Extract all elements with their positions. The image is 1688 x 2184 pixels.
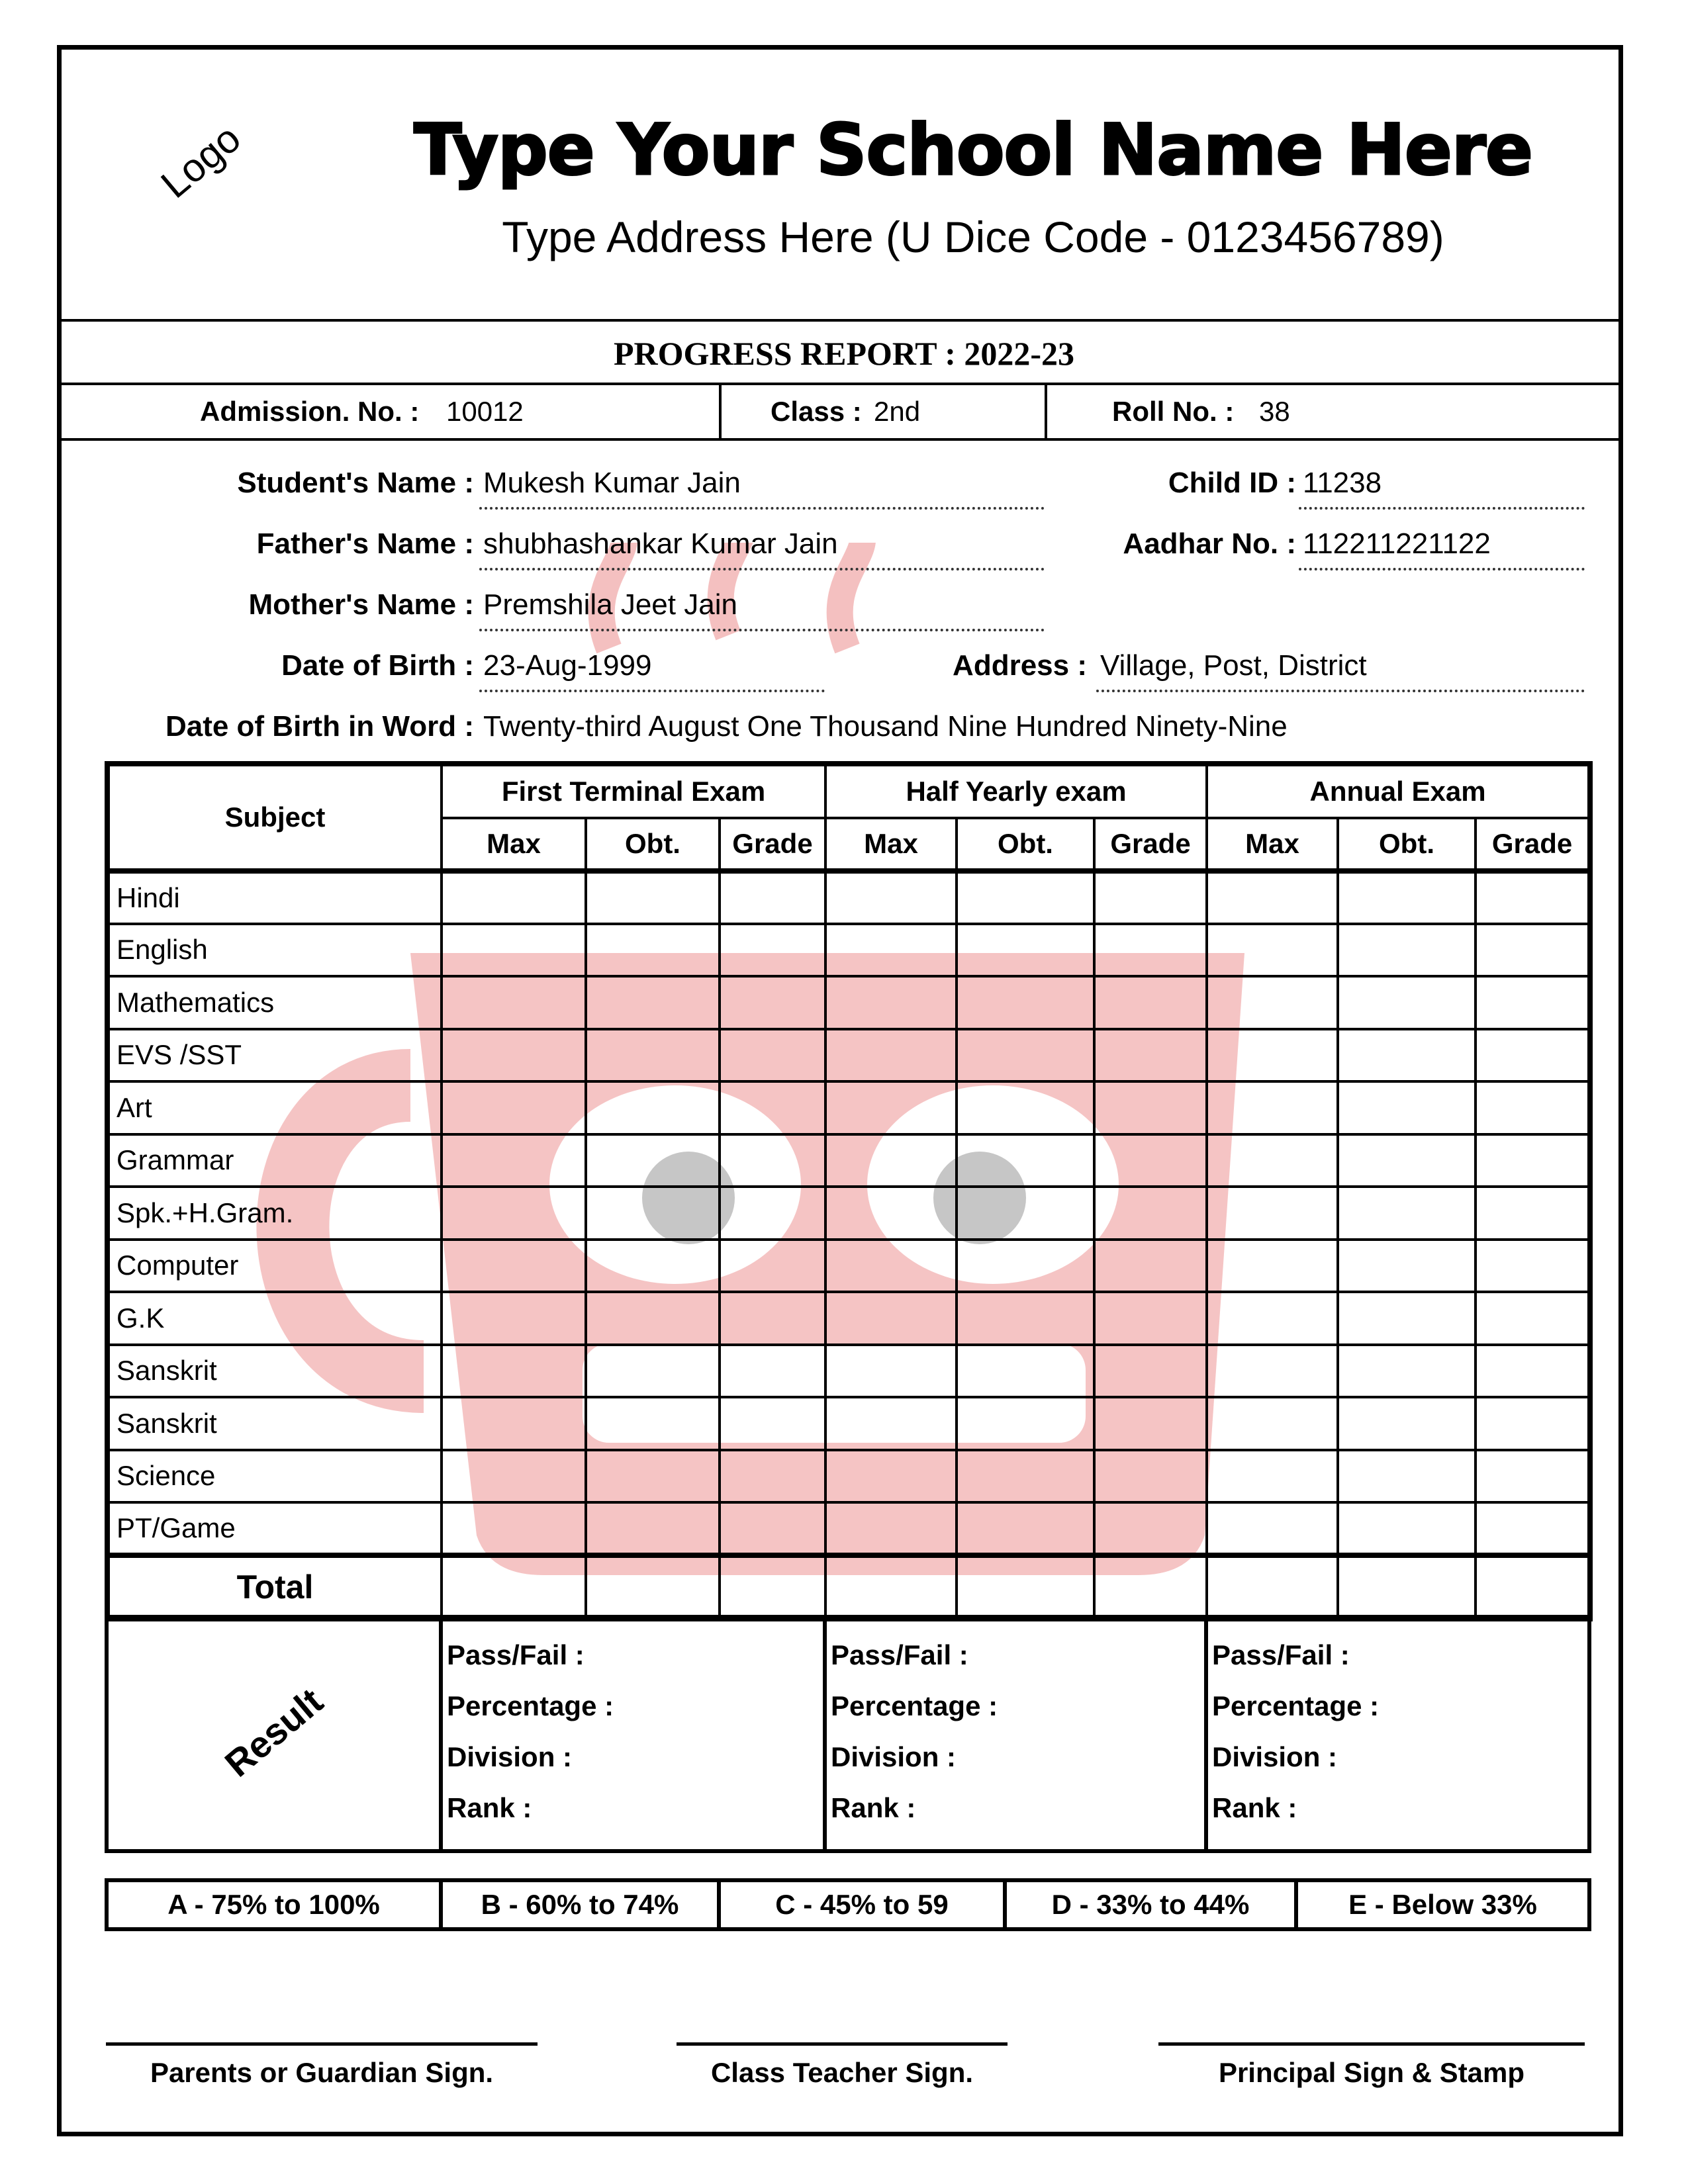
mark-cell[interactable] xyxy=(957,976,1094,1029)
mark-cell[interactable] xyxy=(1094,1292,1207,1345)
table-row xyxy=(107,1502,1590,1555)
mark-cell[interactable] xyxy=(1207,1292,1338,1345)
subject-name: Grammar xyxy=(107,1134,442,1187)
mark-cell[interactable] xyxy=(442,1187,586,1240)
division-label: Division : xyxy=(447,1741,573,1772)
mark-cell[interactable] xyxy=(586,1081,720,1134)
aadhar-number: 112211221122 xyxy=(1303,527,1491,560)
mark-cell[interactable] xyxy=(1476,1502,1590,1555)
mark-cell[interactable] xyxy=(1207,1187,1338,1240)
mark-cell[interactable] xyxy=(586,1134,720,1187)
max-header: Max xyxy=(442,818,586,871)
grade-a: A - 75% to 100% xyxy=(107,1880,441,1929)
teacher-sign-label: Class Teacher Sign. xyxy=(710,2057,974,2088)
mark-cell[interactable] xyxy=(1476,1081,1590,1134)
mark-cell[interactable] xyxy=(720,1450,825,1503)
mark-cell[interactable] xyxy=(1207,1502,1338,1555)
principal-sign-line xyxy=(1158,2042,1585,2046)
total-label: Total xyxy=(107,1555,442,1619)
result-label: Result xyxy=(216,1680,331,1785)
subject-name: Mathematics xyxy=(107,976,442,1029)
obt-header: Obt. xyxy=(586,818,720,871)
mark-cell[interactable] xyxy=(1476,924,1590,977)
result-table xyxy=(105,1615,1591,1853)
mark-cell[interactable] xyxy=(720,1081,825,1134)
grade-header: Grade xyxy=(1476,818,1590,871)
dob-word-label: Date of Birth in Word : xyxy=(165,710,474,743)
mark-cell[interactable] xyxy=(720,1502,825,1555)
mark-cell[interactable] xyxy=(586,1397,720,1450)
dotted-line xyxy=(1299,568,1585,570)
parent-sign-label: Parents or Guardian Sign. xyxy=(150,2057,494,2088)
mark-cell[interactable] xyxy=(957,1187,1094,1240)
percentage-label: Percentage : xyxy=(447,1690,614,1721)
teacher-sign-line xyxy=(677,2042,1008,2046)
mark-cell[interactable] xyxy=(1094,1134,1207,1187)
mark-cell[interactable] xyxy=(1094,1240,1207,1293)
mark-cell[interactable] xyxy=(442,1029,586,1082)
principal-sign-label: Principal Sign & Stamp xyxy=(1218,2057,1525,2088)
mark-cell[interactable] xyxy=(586,1029,720,1082)
mark-cell[interactable] xyxy=(825,1502,957,1555)
mark-cell[interactable] xyxy=(586,1450,720,1503)
mark-cell[interactable] xyxy=(1338,1450,1476,1503)
max-header: Max xyxy=(825,818,957,871)
grade-header: Grade xyxy=(1094,818,1207,871)
table-row xyxy=(107,1292,1590,1345)
pass-fail-label: Pass/Fail : xyxy=(831,1639,968,1670)
mark-cell[interactable] xyxy=(957,1029,1094,1082)
mark-cell[interactable] xyxy=(586,871,720,924)
admission-value: 10012 xyxy=(446,396,524,427)
divider xyxy=(57,383,1623,385)
mark-cell[interactable] xyxy=(1207,1081,1338,1134)
school-name: Type Your School Name Here xyxy=(414,109,1532,191)
subject-name: PT/Game xyxy=(107,1502,442,1555)
mark-cell[interactable] xyxy=(1207,1134,1338,1187)
mark-cell[interactable] xyxy=(442,1240,586,1293)
mark-cell[interactable] xyxy=(1094,1029,1207,1082)
total-cell[interactable] xyxy=(442,1555,586,1619)
mark-cell[interactable] xyxy=(1094,871,1207,924)
subject-name: Science xyxy=(107,1450,442,1503)
subject-name: Sanskrit xyxy=(107,1345,442,1398)
mark-cell[interactable] xyxy=(1338,924,1476,977)
mark-cell[interactable] xyxy=(1476,1134,1590,1187)
mark-cell[interactable] xyxy=(1207,1397,1338,1450)
mark-cell[interactable] xyxy=(825,976,957,1029)
address-value: Village, Post, District xyxy=(1100,649,1367,682)
obt-header: Obt. xyxy=(1338,818,1476,871)
table-row xyxy=(107,1029,1590,1082)
mark-cell[interactable] xyxy=(1094,976,1207,1029)
table-row xyxy=(107,1345,1590,1398)
mark-cell[interactable] xyxy=(825,1134,957,1187)
dob-label: Date of Birth : xyxy=(281,649,474,682)
mark-cell[interactable] xyxy=(1094,1187,1207,1240)
total-cell[interactable] xyxy=(957,1555,1094,1619)
division-label: Division : xyxy=(831,1741,957,1772)
mark-cell[interactable] xyxy=(1476,871,1590,924)
mark-cell[interactable] xyxy=(1094,1450,1207,1503)
address-label: Address : xyxy=(953,649,1087,682)
mark-cell[interactable] xyxy=(957,924,1094,977)
grade-b: B - 60% to 74% xyxy=(441,1880,719,1929)
mark-cell[interactable] xyxy=(1338,1134,1476,1187)
dotted-line xyxy=(479,690,825,692)
class-value: 2nd xyxy=(874,396,921,427)
mark-cell[interactable] xyxy=(442,924,586,977)
grade-header: Grade xyxy=(720,818,825,871)
subject-name: EVS /SST xyxy=(107,1029,442,1082)
mark-cell[interactable] xyxy=(1094,924,1207,977)
mark-cell[interactable] xyxy=(1338,1502,1476,1555)
mark-cell[interactable] xyxy=(586,1292,720,1345)
mark-cell[interactable] xyxy=(1476,1187,1590,1240)
grade-c: C - 45% to 59 xyxy=(719,1880,1005,1929)
mark-cell[interactable] xyxy=(957,1345,1094,1398)
total-cell[interactable] xyxy=(1338,1555,1476,1619)
admission-label: Admission. No. : xyxy=(200,396,420,427)
mark-cell[interactable] xyxy=(442,1502,586,1555)
mark-cell[interactable] xyxy=(1338,1029,1476,1082)
mark-cell[interactable] xyxy=(825,924,957,977)
division-label: Division : xyxy=(1212,1741,1338,1772)
mark-cell[interactable] xyxy=(957,1502,1094,1555)
marks-table xyxy=(105,761,1593,1621)
mother-name: Premshila Jeet Jain xyxy=(483,588,737,621)
aadhar-label: Aadhar No. : xyxy=(1123,527,1296,560)
mark-cell[interactable] xyxy=(1094,1397,1207,1450)
mark-cell[interactable] xyxy=(720,1029,825,1082)
mark-cell[interactable] xyxy=(957,1134,1094,1187)
table-row xyxy=(107,1397,1590,1450)
rank-label: Rank : xyxy=(831,1792,916,1823)
grade-d: D - 33% to 44% xyxy=(1005,1880,1296,1929)
mark-cell[interactable] xyxy=(957,1240,1094,1293)
class-label: Class : xyxy=(771,396,862,427)
dotted-line xyxy=(1096,690,1585,692)
subject-name: Spk.+H.Gram. xyxy=(107,1187,442,1240)
mark-cell[interactable] xyxy=(1476,1450,1590,1503)
mark-cell[interactable] xyxy=(442,871,586,924)
subject-name: G.K xyxy=(107,1292,442,1345)
mark-cell[interactable] xyxy=(1338,1240,1476,1293)
mark-cell[interactable] xyxy=(957,1397,1094,1450)
total-cell[interactable] xyxy=(1476,1555,1590,1619)
mark-cell[interactable] xyxy=(957,1450,1094,1503)
mark-cell[interactable] xyxy=(825,1450,957,1503)
table-row xyxy=(107,976,1590,1029)
dotted-line xyxy=(1299,507,1585,510)
child-id-label: Child ID : xyxy=(1168,467,1296,499)
roll-value: 38 xyxy=(1259,396,1290,427)
dotted-line xyxy=(479,568,1045,570)
mark-cell[interactable] xyxy=(720,1187,825,1240)
mark-cell[interactable] xyxy=(1338,871,1476,924)
mark-cell[interactable] xyxy=(1476,1292,1590,1345)
pass-fail-label: Pass/Fail : xyxy=(447,1639,585,1670)
mark-cell[interactable] xyxy=(720,1345,825,1398)
rank-label: Rank : xyxy=(1212,1792,1297,1823)
mark-cell[interactable] xyxy=(586,1240,720,1293)
mark-cell[interactable] xyxy=(1207,1240,1338,1293)
student-name: Mukesh Kumar Jain xyxy=(483,467,741,499)
mark-cell[interactable] xyxy=(442,1081,586,1134)
mark-cell[interactable] xyxy=(720,1240,825,1293)
student-name-label: Student's Name : xyxy=(237,467,474,499)
table-row xyxy=(107,1134,1590,1187)
subject-header: Subject xyxy=(107,764,442,871)
mark-cell[interactable] xyxy=(1207,871,1338,924)
mark-cell[interactable] xyxy=(720,1292,825,1345)
mark-cell[interactable] xyxy=(1338,1345,1476,1398)
mark-cell[interactable] xyxy=(720,1397,825,1450)
mark-cell[interactable] xyxy=(442,976,586,1029)
total-cell[interactable] xyxy=(1094,1555,1207,1619)
mark-cell[interactable] xyxy=(720,871,825,924)
mark-cell[interactable] xyxy=(586,924,720,977)
pass-fail-label: Pass/Fail : xyxy=(1212,1639,1350,1670)
mark-cell[interactable] xyxy=(1338,1397,1476,1450)
divider xyxy=(57,438,1623,441)
mark-cell[interactable] xyxy=(825,871,957,924)
table-row xyxy=(107,1081,1590,1134)
mark-cell[interactable] xyxy=(957,1081,1094,1134)
mark-cell[interactable] xyxy=(1094,1345,1207,1398)
mark-cell[interactable] xyxy=(1338,1187,1476,1240)
mark-cell[interactable] xyxy=(825,1081,957,1134)
mark-cell[interactable] xyxy=(586,1502,720,1555)
divider xyxy=(719,384,722,439)
table-row xyxy=(107,1187,1590,1240)
table-row xyxy=(107,1240,1590,1293)
mark-cell[interactable] xyxy=(1094,1502,1207,1555)
mark-cell[interactable] xyxy=(825,1029,957,1082)
total-cell[interactable] xyxy=(1207,1555,1338,1619)
mark-cell[interactable] xyxy=(825,1345,957,1398)
rank-label: Rank : xyxy=(447,1792,532,1823)
subject-name: Hindi xyxy=(107,871,442,924)
mark-cell[interactable] xyxy=(442,1292,586,1345)
table-row xyxy=(107,1450,1590,1503)
mark-cell[interactable] xyxy=(825,1292,957,1345)
parent-sign-line xyxy=(106,2042,538,2046)
mark-cell[interactable] xyxy=(442,1397,586,1450)
mark-cell[interactable] xyxy=(720,976,825,1029)
roll-label: Roll No. : xyxy=(1112,396,1235,427)
obt-header: Obt. xyxy=(957,818,1094,871)
mark-cell[interactable] xyxy=(442,1345,586,1398)
dob-word-value: Twenty-third August One Thousand Nine Hundred Ninety-Nine xyxy=(483,710,1288,743)
mark-cell[interactable] xyxy=(1338,976,1476,1029)
mark-cell[interactable] xyxy=(1476,1240,1590,1293)
school-logo: Logo xyxy=(152,115,249,207)
exam-header-first: First Terminal Exam xyxy=(442,764,825,818)
dotted-line xyxy=(479,629,1045,631)
mark-cell[interactable] xyxy=(586,976,720,1029)
school-address: Type Address Here (U Dice Code - 0123456789) xyxy=(502,212,1444,261)
mark-cell[interactable] xyxy=(720,1134,825,1187)
report-title: PROGRESS REPORT : 2022-23 xyxy=(614,335,1074,372)
percentage-label: Percentage : xyxy=(1212,1690,1380,1721)
subject-name: Sanskrit xyxy=(107,1397,442,1450)
total-cell[interactable] xyxy=(825,1555,957,1619)
grade-legend xyxy=(105,1878,1591,1931)
result-half-yearly xyxy=(825,1617,1206,1851)
total-cell[interactable] xyxy=(720,1555,825,1619)
result-label-cell xyxy=(107,1617,441,1851)
total-cell[interactable] xyxy=(586,1555,720,1619)
mark-cell[interactable] xyxy=(825,1397,957,1450)
mark-cell[interactable] xyxy=(1476,976,1590,1029)
mark-cell[interactable] xyxy=(1094,1081,1207,1134)
divider xyxy=(57,319,1623,322)
subject-name: Computer xyxy=(107,1240,442,1293)
mark-cell[interactable] xyxy=(825,1240,957,1293)
subject-name: Art xyxy=(107,1081,442,1134)
mark-cell[interactable] xyxy=(1338,1292,1476,1345)
subject-name: English xyxy=(107,924,442,977)
mark-cell[interactable] xyxy=(1476,1345,1590,1398)
divider xyxy=(1045,384,1047,439)
mark-cell[interactable] xyxy=(825,1187,957,1240)
mark-cell[interactable] xyxy=(586,1345,720,1398)
mark-cell[interactable] xyxy=(442,1450,586,1503)
mark-cell[interactable] xyxy=(1476,1029,1590,1082)
child-id: 11238 xyxy=(1303,467,1382,499)
dob-value: 23-Aug-1999 xyxy=(483,649,652,682)
max-header: Max xyxy=(1207,818,1338,871)
table-row xyxy=(107,871,1590,924)
mark-cell[interactable] xyxy=(1207,1345,1338,1398)
mark-cell[interactable] xyxy=(586,1187,720,1240)
mother-name-label: Mother's Name : xyxy=(248,588,474,621)
mark-cell[interactable] xyxy=(1476,1397,1590,1450)
mark-cell[interactable] xyxy=(1207,924,1338,977)
father-name: shubhashankar Kumar Jain xyxy=(483,527,838,560)
mark-cell[interactable] xyxy=(442,1134,586,1187)
mark-cell[interactable] xyxy=(957,871,1094,924)
mark-cell[interactable] xyxy=(1207,976,1338,1029)
father-name-label: Father's Name : xyxy=(256,527,474,560)
exam-header-half: Half Yearly exam xyxy=(825,764,1207,818)
table-row xyxy=(107,924,1590,977)
mark-cell[interactable] xyxy=(1207,1450,1338,1503)
dotted-line xyxy=(479,507,1045,510)
exam-header-annual: Annual Exam xyxy=(1207,764,1590,818)
mark-cell[interactable] xyxy=(1207,1029,1338,1082)
result-annual xyxy=(1206,1617,1589,1851)
result-first-exam xyxy=(441,1617,825,1851)
mark-cell[interactable] xyxy=(720,924,825,977)
mark-cell[interactable] xyxy=(957,1292,1094,1345)
grade-e: E - Below 33% xyxy=(1296,1880,1589,1929)
mark-cell[interactable] xyxy=(1338,1081,1476,1134)
percentage-label: Percentage : xyxy=(831,1690,998,1721)
